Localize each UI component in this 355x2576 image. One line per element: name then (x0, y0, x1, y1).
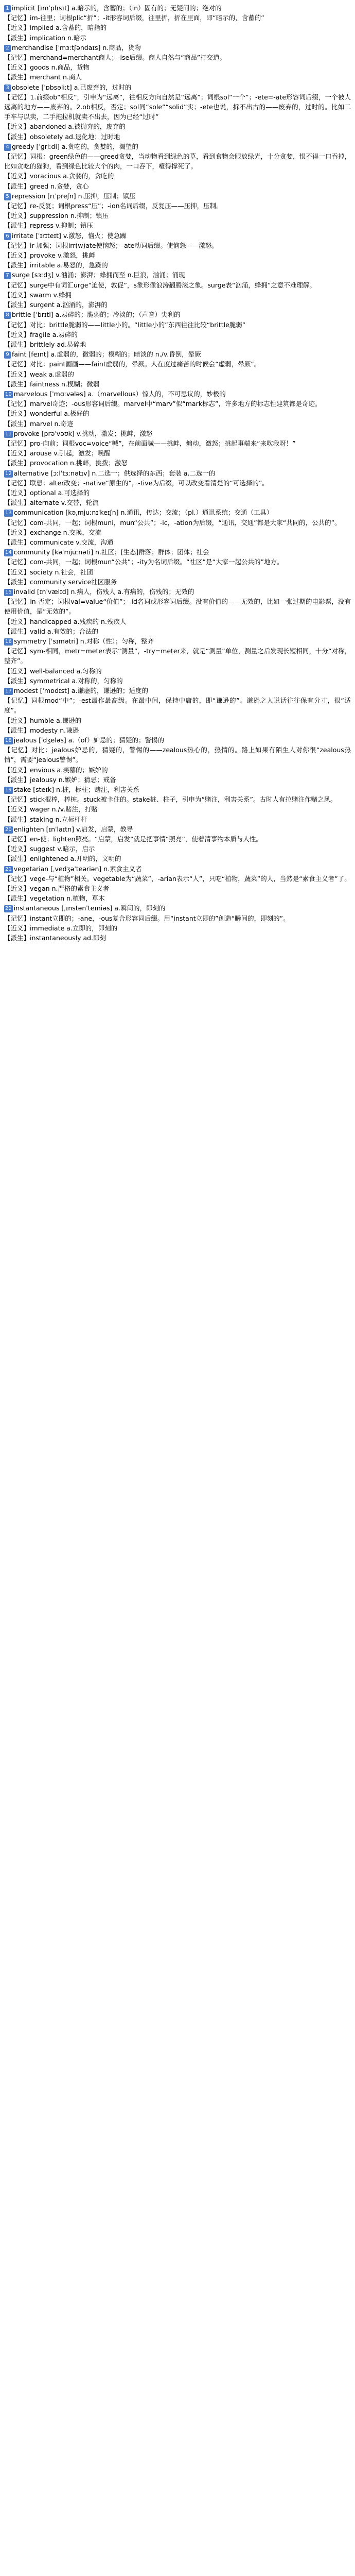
entry-section-line: 【近义】arouse v.引起，激发；唤醒 (4, 449, 111, 457)
entry-section-line: 【近义】goods n.商品，货物 (4, 63, 90, 72)
entry-section-line: 【记忆】对比：brittle脆弱的——little小的。“little小的”东西往往比较“brittle脆弱” (4, 320, 246, 329)
entry-number-badge: 20 (5, 826, 12, 833)
entry-section-line: 【近义】wager n./v.赌注，打赌 (4, 805, 98, 814)
word-entry-heading (4, 824, 351, 834)
word-entry-heading (4, 686, 351, 696)
entry-section-line: 【记忆】ir-加强；词根irr(w)ate使恼怒；-ate动词后缀。使恼怒——激怒。 (4, 241, 218, 249)
entry-section-line: 【派生】jealousy n.嫉妒；猜忌；戒备 (4, 775, 116, 784)
entry-section-line: 【记忆】re-反复；词根press“压”；-ion名词后缀，反复压——压抑，压制。 (4, 202, 223, 210)
entry-number-badge: 3 (4, 84, 11, 92)
entry-section-line: 【派生】valid a.有效的；合法的 (4, 627, 99, 635)
entry-headword-text: vegetarian [ˌvedʒəˈteəriən] n.素食主义者 (13, 865, 142, 873)
entry-headword-text: community [kəˈmjuːnəti] n.社区；[生态]群落；群体；团体；社会 (13, 548, 209, 556)
entry-number-badge: 19 (5, 787, 12, 793)
word-entry-heading (4, 468, 351, 478)
entry-number-badge: 10 (5, 391, 12, 397)
entry-headword-text: symmetry [ˈsɪmətri] n.对称（性）；匀称，整齐 (13, 637, 154, 645)
word-entry-heading (4, 389, 351, 399)
entry-number-badge: 22 (5, 906, 12, 912)
entry-headword-text: invalid [ɪnˈvælɪd] n.病人，伤残人 a.有病的，伤残的；无效的 (13, 587, 194, 596)
entry-section-line: 【近义】suggest v.暗示，启示 (4, 845, 95, 853)
entry-number-badge: 9 (4, 351, 11, 359)
entry-section-line: 【记忆】vege-与“植物”相关。vegetable为“蔬菜”，-arian表示“人”，只吃“植物，蔬菜”的人，当然是“素食主义者”了。 (4, 874, 351, 883)
entry-section-line: 【近义】provoke v.激怒，挑衅 (4, 251, 95, 260)
entry-section-line: 【记忆】pro-向前；词根voc=voice“喊”，在前面喊——挑衅，煽动，激怒；挑起事端来“来吹我呀！” (4, 439, 296, 447)
entry-section-line: 【记忆】stick棍棒，棒桩。stuck被卡住的。stake桩、柱子，引申为“赌注，利害关系”。古时人有拉赌注作赌之风。 (4, 795, 337, 804)
entry-section-line: 【派生】repress v.抑制；镇压 (4, 222, 93, 230)
entry-headword-text: provoke [prəˈvəʊk] v.挑动，激发；挑衅，激怒 (13, 429, 153, 437)
entry-number-badge: 14 (5, 550, 12, 556)
entry-section-line: 【派生】marvel n.奇迹 (4, 419, 74, 428)
entry-headword-text: stake [steɪk] n.桩，标柱；赌注，利害关系 (13, 786, 139, 794)
entry-section-line: 【近义】society n.社会，社团 (4, 568, 93, 576)
entry-number-badge: 16 (5, 639, 12, 645)
entry-number-badge: 6 (4, 233, 11, 240)
entry-headword-text: implicit [ɪmˈplɪsɪt] a.暗示的，含蓄的；（in）固有的；无疑问的；绝对的 (12, 4, 222, 12)
entry-section-line: 【派生】implication n.暗示 (4, 33, 86, 42)
entry-section-line: 【记忆】en-使；lighten照亮。“启蒙，启发”就是把事情“照亮”，使着清事物本质与人性。 (4, 835, 262, 843)
entry-section-line: 【近义】abandoned a.被抛弃的，废弃的 (4, 123, 126, 131)
entry-section-line: 【近义】voracious a.贪婪的，贪吃的 (4, 172, 114, 180)
entry-number-badge: 18 (5, 738, 12, 744)
entry-headword-text: jealous [ˈdʒeləs] a.（of）妒忌的；猜疑的；警惕的 (13, 736, 164, 744)
word-entry-heading (4, 735, 351, 745)
entry-section-line: 【近义】exchange n.交换，交流 (4, 528, 102, 536)
entry-section-line: 【近义】vegan n.严格的素食主义者 (4, 885, 110, 893)
entry-headword-text: surge [sɜːdʒ] v.汹涌；澎湃；蜂拥而至 n.巨浪，汹涌；涌现 (12, 271, 185, 279)
entry-headword-text: modest [ˈmɒdɪst] a.谦虚的，谦逊的；适度的 (13, 687, 148, 695)
entry-section-line: 【近义】fragile a.易碎的 (4, 330, 78, 338)
entry-number-badge: 4 (4, 144, 11, 151)
entry-section-line: 【派生】instantaneously ad.即刻 (4, 934, 106, 942)
word-entry-heading (4, 310, 351, 319)
entry-section-line: 【派生】provocation n.挑衅，挑拨；激怒 (4, 459, 128, 467)
word-entry-heading (4, 231, 351, 241)
entry-section-line: 【近义】immediate a.立即的，即刻的 (4, 924, 118, 932)
entry-section-line: 【派生】enlightened a.开明的，文明的 (4, 855, 121, 863)
word-entry-heading (4, 903, 351, 913)
entry-section-line: 【记忆】词根：green绿色的——greed贪婪，当动物看到绿色的草，看到食物会眼放绿光，十分贪婪，恨不得一口吞掉，比如贪吃的猫狗，看到绿色比较大个的肉，一口吞下，噎得撑死了。 (4, 152, 351, 171)
word-entry-heading (4, 429, 351, 438)
entry-headword-text: alternative [ɔːlˈtɜːnətɪv] n.二选一；供选择的东西；套装 a.二选一的 (13, 469, 216, 477)
word-entry-heading (4, 270, 351, 280)
entry-section-line: 【近义】swarm v.蜂拥 (4, 291, 72, 299)
word-entry-heading (4, 864, 351, 874)
word-entry-heading (4, 191, 351, 201)
entry-section-line: 【派生】faintness n.模糊；微弱 (4, 380, 100, 388)
entry-section-line: 【记忆】词根mod“中”；-est最作最高级。在最中间，保持中庸的，即“谦逊的”。谦逊之人说话往往保有分寸，很“适度”。 (4, 697, 351, 715)
entry-section-line: 【派生】communicate v.交流，沟通 (4, 538, 114, 546)
entry-section-line: 【派生】surgent a.汹涌的，澎湃的 (4, 301, 108, 309)
entry-section-line: 【派生】greed n.贪婪，贪心 (4, 182, 89, 190)
word-entry-heading (4, 142, 351, 151)
entry-section-line: 【近义】handicapped a.残疾的 n.残疾人 (4, 617, 127, 625)
entry-section-line: 【记忆】instant立即的；-ane，-ous复合形容词后缀。用“instant立即的”创造“瞬间的，即刻的”。 (4, 914, 290, 922)
entry-section-line: 【近义】weak a.虚弱的 (4, 370, 74, 378)
entry-section-line: 【记忆】对比：paint画画——faint虚弱的，晕厥。人在度过痛苦的时候会“虚弱，晕厥”。 (4, 360, 261, 368)
entry-section-line: 【记忆】com-共同，一起；词根mun“公共”；-ity为名词后缀。“社区”是“大家一起公共的”地方。 (4, 558, 283, 566)
entry-section-line: 【记忆】1.前缀ob“相反”，引申为“远离”，往相反方向自然是“远离”；词根sol“一个”；-ete=-ate形容词后缀，一个被人远离的地方——废弃的。2.ob相反，否定；sol同“sole”“solid”实；-ete也说，拆不出古的——废弃的，过时的。比如二手车与以卖，二手拖拉机就卖不出去，因为已经“过时” (4, 93, 351, 121)
entry-section-line: 【派生】brittlely ad.易碎地 (4, 340, 86, 348)
entry-section-line: 【派生】community service社区服务 (4, 578, 117, 586)
entry-headword-text: greedy [ˈɡriːdi] a.贪吃的，贪婪的，渴望的 (12, 142, 138, 150)
entry-section-line: 【派生】modesty n.谦逊 (4, 726, 79, 734)
entry-section-line: 【近义】humble a.谦逊的 (4, 716, 82, 724)
entry-headword-text: repression [rɪˈpreʃn] n.压抑，压制；镇压 (12, 192, 136, 200)
entry-section-line: 【派生】merchant n.商人 (4, 73, 82, 81)
entry-section-line: 【近义】optional a.可选择的 (4, 488, 90, 497)
entry-headword-text: enlighten [ɪnˈlaɪtn] v.启发，启蒙，教导 (13, 825, 133, 833)
entry-section-line: 【记忆】im-往里；词根plic“折”；-it形容词后缀，往里折，折在里面，即“暗示的，含蓄的” (4, 14, 264, 22)
entry-number-badge: 8 (4, 312, 11, 319)
entry-section-line: 【记忆】merchand=merchant商人；-ise后缀。商人自然与“商品”打交道。 (4, 54, 226, 62)
entry-headword-text: obsolete [ˈɒbsəliːt] a.已废弃的，过时的 (12, 83, 132, 91)
entry-number-badge: 1 (4, 5, 11, 12)
entry-section-line: 【派生】symmetrical a.对称的，匀称的 (4, 676, 123, 685)
entry-headword-text: instantaneous [ˌɪnstənˈteɪniəs] a.瞬间的，即刻的 (13, 904, 166, 912)
word-entry-heading (4, 547, 351, 557)
entry-section-line: 【派生】vegetation n.植物，草木 (4, 894, 105, 903)
entry-headword-text: irritate [ˈɪrɪteɪt] v.激怒，恼火；使急躁 (12, 231, 127, 240)
entry-section-line: 【近义】well-balanced a.匀称的 (4, 667, 102, 675)
vocabulary-entries (4, 3, 351, 943)
entry-section-line: 【派生】staking n.立标杆杆 (4, 815, 87, 823)
entry-number-badge: 11 (5, 431, 12, 437)
entry-number-badge: 13 (5, 510, 12, 516)
entry-section-line: 【记忆】对比：jealous妒忌的，猜疑的，警惕的——zealous热心的，热情的。路上如果有陌生人对你很“zealous热情”，需要“jealous警惕”。 (4, 746, 351, 764)
word-entry-heading (4, 785, 351, 794)
entry-number-badge: 7 (4, 272, 11, 279)
word-entry-heading (4, 349, 351, 359)
entry-section-line: 【记忆】in-否定；词根val=value“价值”；-id名词或形容词后缀。没有价值的——无效的，比如一张过期的电影票，没有使用价值，是“无效的”。 (4, 598, 351, 616)
entry-number-badge: 5 (4, 193, 11, 200)
word-entry-heading (4, 82, 351, 92)
word-entry-heading (4, 3, 351, 13)
entry-number-badge: 15 (5, 589, 12, 595)
entry-headword-text: brittle [ˈbrɪtl] a.易碎的；脆弱的；冷淡的；（声音）尖利的 (12, 311, 181, 319)
entry-section-line: 【记忆】联想：alter改变；-native“原生的”，-tive为后缀，可以改变看清楚的“可选择的”。 (4, 479, 269, 487)
word-entry-heading (4, 587, 351, 597)
entry-number-badge: 2 (4, 45, 11, 52)
entry-section-line: 【近义】suppression n.抑制；镇压 (4, 212, 109, 220)
entry-section-line: 【记忆】com-共同，一起；词根muni，mun“公共”；-ic，-ation为后缀，“通讯，交通”都是大家“共同的，公共的”。 (4, 518, 341, 527)
entry-section-line: 【近义】envious a.羡慕的；嫉妒的 (4, 766, 108, 774)
entry-section-line: 【记忆】marvel奇迹；-ous形容词后缀。marvel中“marv”似“mark标志”，许多地方的标志性建筑都是奇迹。 (4, 400, 322, 408)
entry-section-line: 【记忆】sym-相同，metr=meter表示“测量”，-try=meter来，就是“测量”单位，测量之后发现长短相同，十分“对称，整齐”。 (4, 647, 351, 665)
entry-headword-text: faint [feɪnt] a.虚弱的，微弱的；模糊的；暗淡的 n./v.昏倒，晕厥 (12, 350, 201, 359)
entry-section-line: 【派生】obsoletely ad.退化地；过时地 (4, 132, 120, 141)
entry-number-badge: 21 (5, 866, 12, 872)
entry-headword-text: merchandise [ˈmɜːtʃəndaɪs] n.商品，货物 (12, 43, 141, 52)
entry-headword-text: communication [kəˌmjuːnɪˈkeɪʃn] n.通讯，传达；交流；（pl.）通讯系统；交通（工具） (13, 509, 273, 517)
entry-section-line: 【派生】alternate v.交替，轮流 (4, 499, 99, 507)
entry-section-line: 【派生】irritable a.易怒的，急躁的 (4, 261, 108, 269)
entry-section-line: 【记忆】surge中有词汇urge“迫使，敦促”，s象形像浪涛翻腾滚之象。surge表“汹涌，蜂拥”之意不难理解。 (4, 281, 316, 289)
entry-number-badge: 17 (5, 688, 12, 694)
word-entry-heading (4, 43, 351, 53)
entry-headword-text: marvelous [ˈmɑːvələs] a.（marvellous）惊人的，不可思议的，妙极的 (13, 389, 226, 398)
word-entry-heading (4, 636, 351, 646)
word-entry-heading (4, 507, 351, 517)
entry-section-line: 【近义】wonderful a.极好的 (4, 410, 90, 418)
entry-section-line: 【近义】implied a.含蓄的，暗指的 (4, 24, 107, 32)
entry-number-badge: 12 (5, 470, 12, 477)
